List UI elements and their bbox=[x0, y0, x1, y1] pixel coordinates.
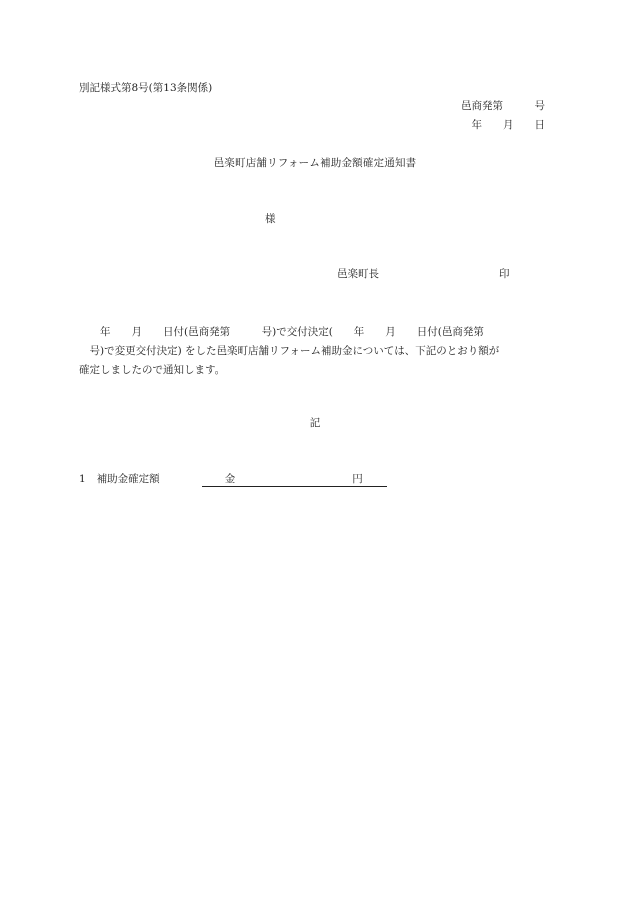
body-line-2: 号)で変更交付決定) をした邑楽町店舗リフォーム補助金については、下記のとおり額が bbox=[79, 345, 500, 357]
body-line-1: 年 月 日付(邑商発第 号)で交付決定( 年 月 日付(邑商発第 bbox=[79, 326, 484, 338]
sender-title: 邑楽町長 bbox=[337, 268, 379, 280]
item-number: 1 bbox=[79, 473, 86, 485]
seal-mark: 印 bbox=[499, 268, 510, 280]
currency-suffix: 円 bbox=[352, 473, 363, 485]
issue-date: 年 月 日 bbox=[471, 119, 545, 131]
body-paragraph bbox=[79, 323, 553, 380]
document-title: 邑楽町店舗リフォーム補助金額確定通知書 bbox=[213, 157, 417, 169]
addressee-honorific: 様 bbox=[265, 213, 276, 225]
currency-prefix: 金 bbox=[224, 473, 236, 485]
amount-field bbox=[202, 474, 387, 487]
document-number: 邑商発第 号 bbox=[461, 100, 545, 112]
form-number: 別記様式第8号(第13条関係) bbox=[79, 82, 213, 94]
body-line-3: 確定しましたので通知します。 bbox=[79, 364, 226, 376]
grant-amount-row bbox=[79, 474, 387, 487]
item-label: 補助金確定額 bbox=[96, 473, 160, 485]
note-heading: 記 bbox=[309, 417, 321, 429]
